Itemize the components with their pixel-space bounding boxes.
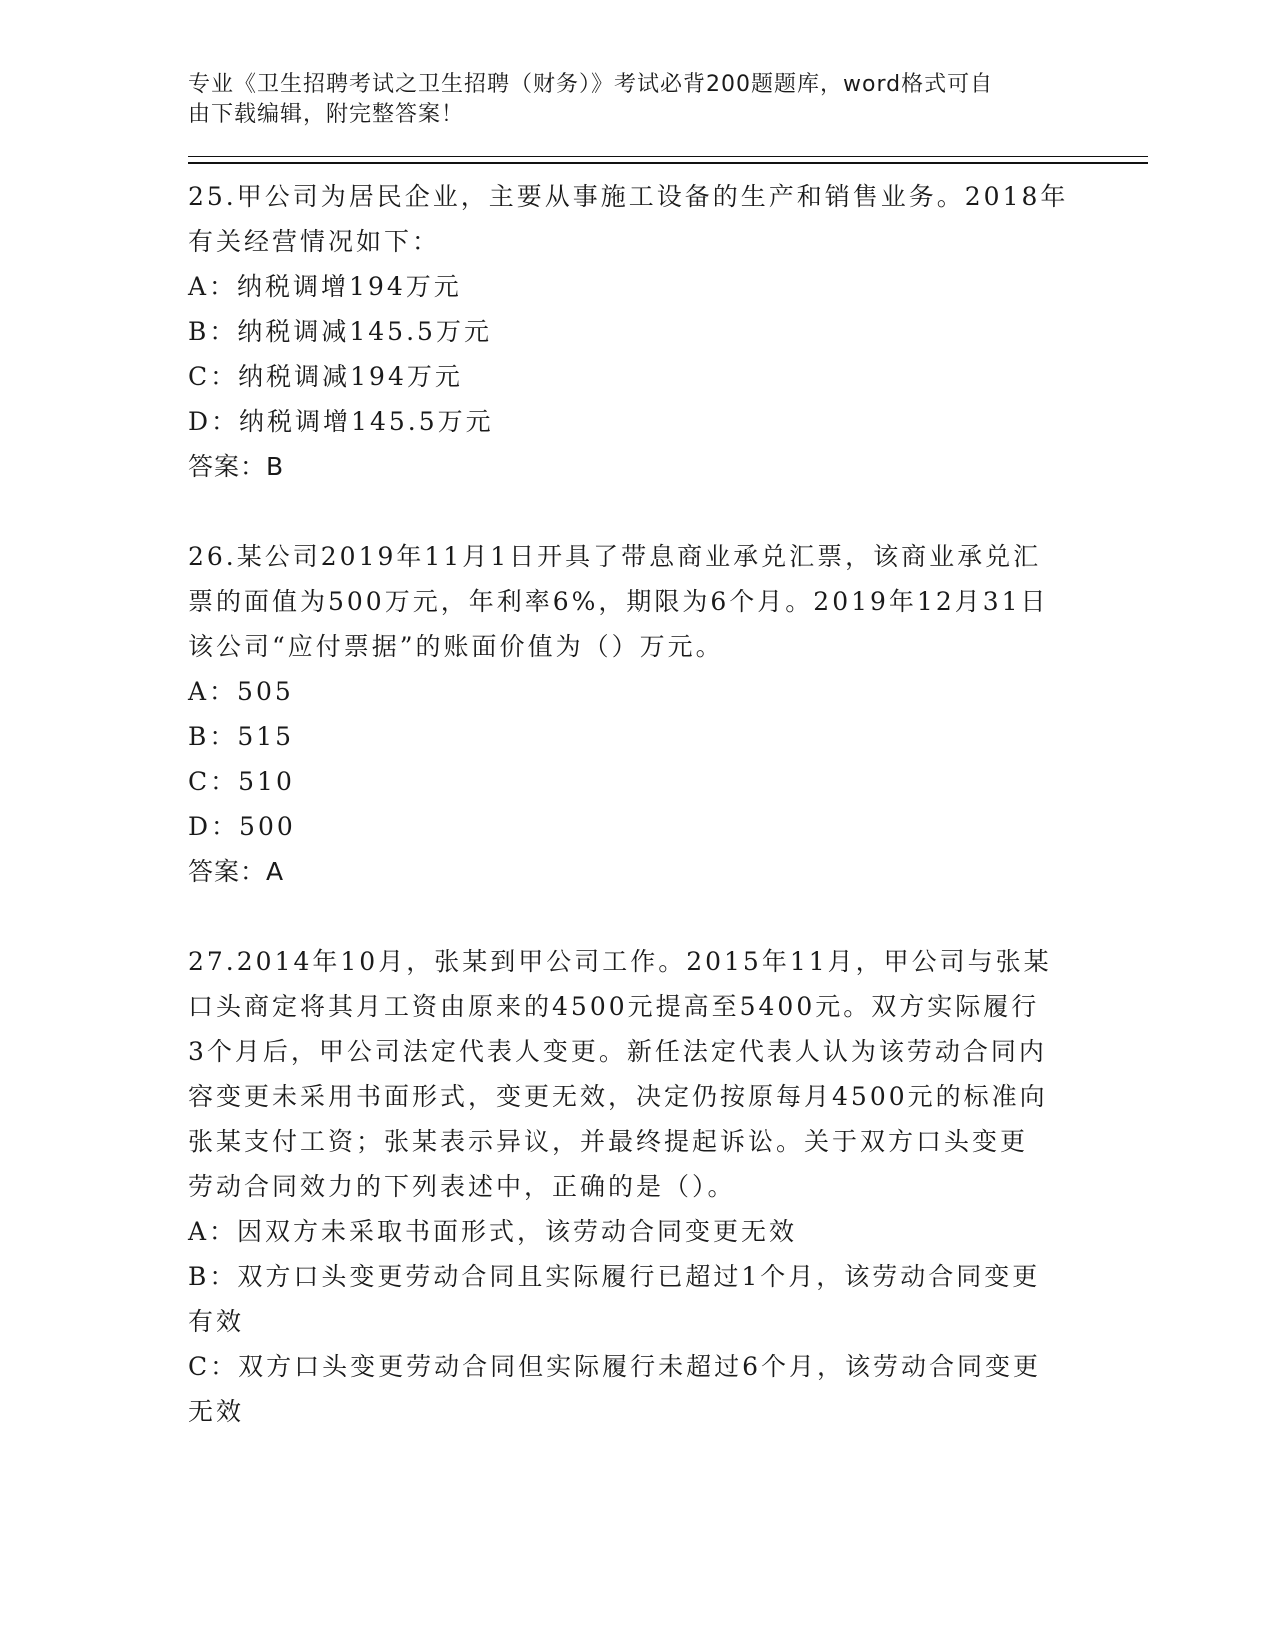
question-stem-line: 3个月后，甲公司法定代表人变更。新任法定代表人认为该劳动合同内 bbox=[188, 1037, 1047, 1066]
option-a: A：纳税调增194万元 bbox=[188, 272, 462, 301]
header-line: 由下载编辑，附完整答案！ bbox=[188, 102, 465, 127]
question-stem-line: 张某支付工资；张某表示异议，并最终提起诉讼。关于双方口头变更 bbox=[188, 1127, 1029, 1156]
question-25 bbox=[188, 174, 1088, 489]
question-stem-line: 25.甲公司为居民企业，主要从事施工设备的生产和销售业务。2018年 bbox=[188, 182, 1069, 211]
option-c-continued: 无效 bbox=[188, 1397, 245, 1426]
question-stem-line: 有关经营情况如下： bbox=[188, 227, 441, 256]
option-b-continued: 有效 bbox=[188, 1307, 245, 1336]
spacer bbox=[188, 489, 1088, 534]
option-a: A：因双方未采取书面形式，该劳动合同变更无效 bbox=[188, 1217, 798, 1246]
answer-label: 答案：A bbox=[188, 857, 285, 886]
question-stem-line: 口头商定将其月工资由原来的4500元提高至5400元。双方实际履行 bbox=[188, 992, 1040, 1021]
question-26 bbox=[188, 534, 1088, 894]
question-list bbox=[188, 174, 1088, 1434]
document-page bbox=[188, 70, 1148, 1434]
option-c: C：纳税调减194万元 bbox=[188, 362, 463, 391]
option-d: D：纳税调增145.5万元 bbox=[188, 407, 494, 436]
option-d: D：500 bbox=[188, 812, 296, 841]
document-header bbox=[188, 70, 1068, 130]
option-c: C：双方口头变更劳动合同但实际履行未超过6个月，该劳动合同变更 bbox=[188, 1352, 1042, 1381]
question-stem-line: 27.2014年10月，张某到甲公司工作。2015年11月，甲公司与张某 bbox=[188, 947, 1052, 976]
question-stem-line: 票的面值为500万元，年利率6%，期限为6个月。2019年12月31日 bbox=[188, 587, 1049, 616]
option-b: B：双方口头变更劳动合同且实际履行已超过1个月，该劳动合同变更 bbox=[188, 1262, 1041, 1291]
option-b: B：515 bbox=[188, 722, 295, 751]
header-line: 专业《卫生招聘考试之卫生招聘（财务）》考试必背200题题库，word格式可自 bbox=[188, 72, 994, 97]
question-27 bbox=[188, 939, 1088, 1434]
question-stem-line: 容变更未采用书面形式，变更无效，决定仍按原每月4500元的标准向 bbox=[188, 1082, 1048, 1111]
answer-label: 答案：B bbox=[188, 452, 285, 481]
question-stem-line: 劳动合同效力的下列表述中，正确的是（）。 bbox=[188, 1172, 736, 1201]
question-stem-line: 该公司“应付票据”的账面价值为（）万元。 bbox=[188, 632, 724, 661]
option-c: C：510 bbox=[188, 767, 295, 796]
question-stem-line: 26.某公司2019年11月1日开具了带息商业承兑汇票，该商业承兑汇 bbox=[188, 542, 1042, 571]
option-a: A：505 bbox=[188, 677, 294, 706]
option-b: B：纳税调减145.5万元 bbox=[188, 317, 492, 346]
spacer bbox=[188, 894, 1088, 939]
header-divider bbox=[188, 156, 1148, 164]
